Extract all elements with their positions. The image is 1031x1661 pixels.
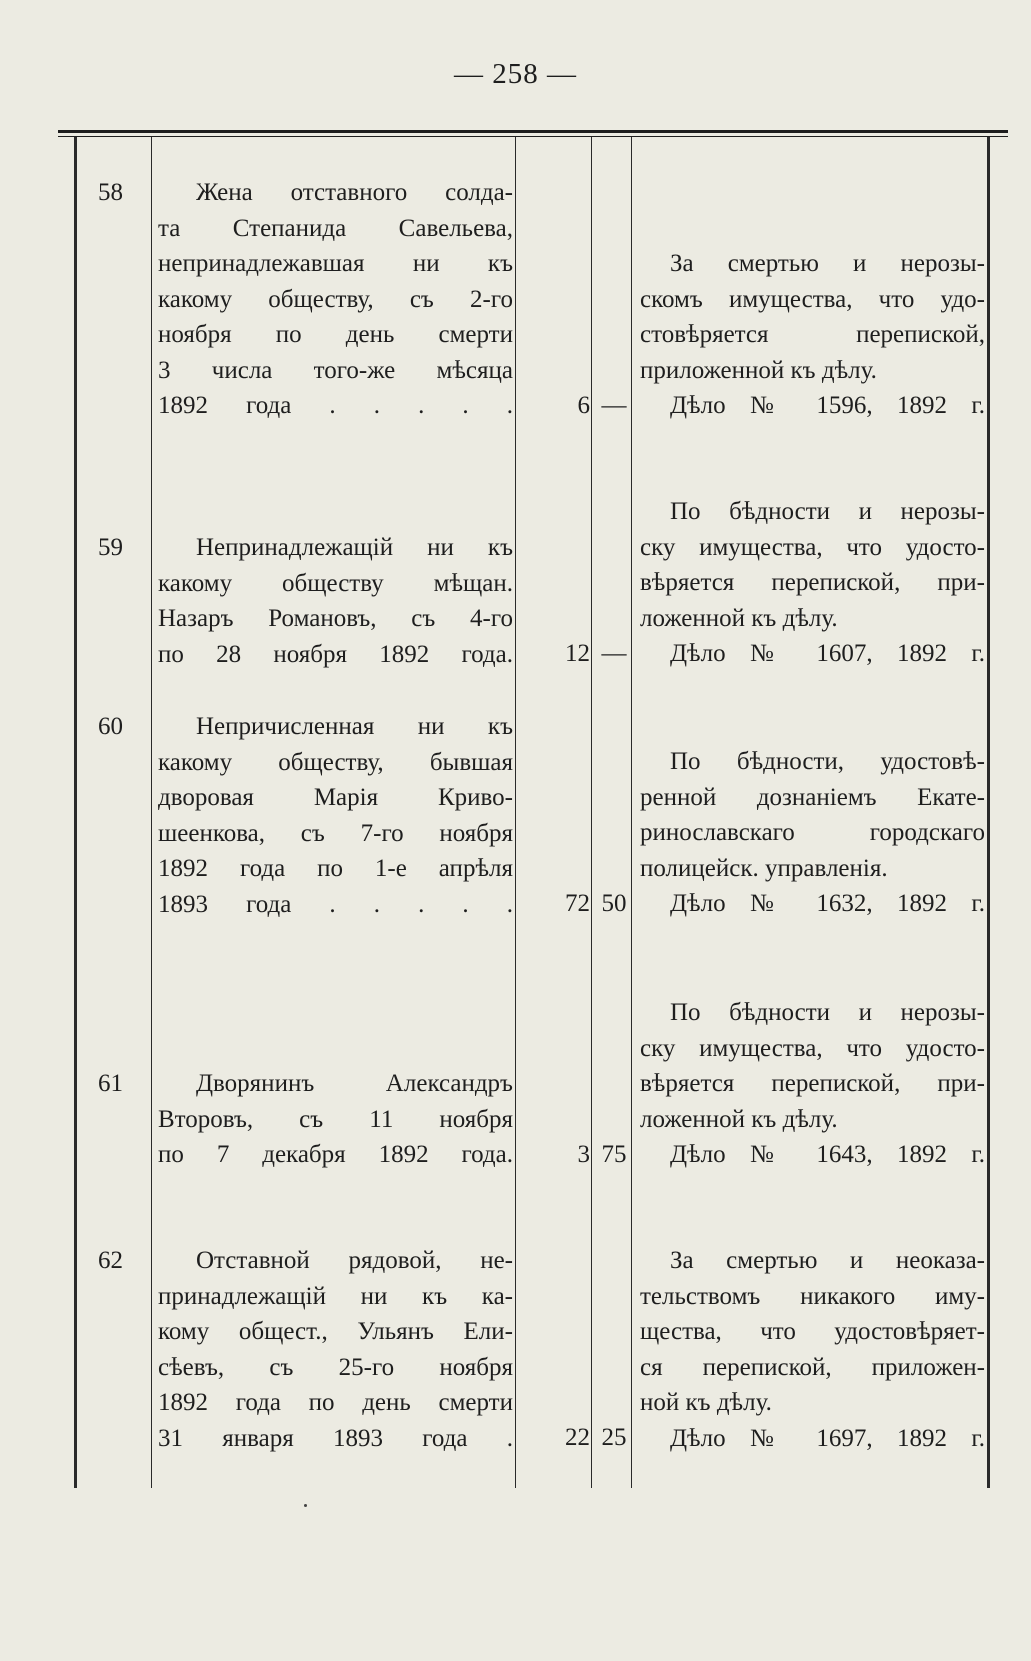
description-line: Непричисленная ни къ (196, 713, 513, 740)
description-line: ноября по день смерти (158, 321, 513, 348)
column-rule (591, 137, 592, 1488)
table-top-rule (58, 130, 1008, 133)
amount-kopecks: — (601, 392, 627, 419)
reason-line: По бѣдности, удостовѣ- (670, 748, 985, 775)
amount-kopecks: 50 (601, 890, 627, 917)
row-number: 61 (98, 1070, 123, 1097)
description-line: принадлежащій ни къ ка- (158, 1282, 513, 1310)
row-number: 59 (98, 534, 123, 561)
description-line: по 7 декабря 1892 года. (158, 1141, 513, 1168)
reason-line: ной къ дѣлу. (640, 1389, 772, 1416)
print-speck (304, 1504, 307, 1507)
reason-line: стовѣряется перепиской, (640, 321, 985, 348)
description-line: Второвъ, съ 11 ноября (158, 1105, 513, 1133)
description-line: непринадлежавшая ни къ (158, 250, 513, 277)
amount-rubles: 6 (577, 392, 590, 419)
row-reason (640, 494, 985, 672)
right-border (987, 137, 990, 1488)
table-top-rule-thin (58, 136, 1008, 137)
amount-kopecks: 75 (601, 1141, 627, 1168)
case-reference: Дѣло № 1596, 1892 г. (670, 392, 985, 419)
reason-line: ложенной къ дѣлу. (640, 604, 838, 632)
row-number: 60 (98, 713, 123, 740)
description-line: кому общест., Ульянъ Ели- (158, 1318, 513, 1345)
description-line: сѣевъ, съ 25-го ноября (158, 1353, 513, 1381)
row-number: 62 (98, 1247, 123, 1274)
reason-line: вѣряется перепиской, при- (640, 569, 985, 596)
amount-rubles: 3 (577, 1141, 590, 1168)
description-line: Отставной рядовой, не- (196, 1247, 513, 1274)
amount-rubles: 12 (565, 640, 590, 667)
reason-line: щества, что удостовѣряет- (640, 1318, 985, 1345)
reason-line: ринославскаго городскаго (640, 819, 985, 846)
row-number: 58 (98, 179, 123, 206)
case-reference: Дѣло № 1632, 1892 г. (670, 890, 985, 917)
description-line: 1893 года . . . . . (158, 890, 513, 918)
reason-line: ся перепиской, приложен- (640, 1353, 985, 1381)
description-line: 1892 года по день смерти (158, 1389, 513, 1416)
reason-line: ску имущества, что удосто- (640, 533, 985, 561)
case-reference: Дѣло № 1643, 1892 г. (670, 1141, 985, 1168)
row-description (158, 1066, 513, 1173)
reason-line: За смертью и неоказа- (670, 1247, 985, 1274)
row-reason (640, 995, 985, 1173)
amount-kopecks: — (601, 640, 627, 667)
reason-line: По бѣдности и нерозы- (670, 498, 985, 525)
amount-rubles: 22 (565, 1424, 590, 1451)
row-description (158, 709, 513, 922)
reason-line: ложенной къ дѣлу. (640, 1105, 838, 1133)
description-line: по 28 ноября 1892 года. (158, 640, 513, 668)
description-line: какому обществу, съ 2-го (158, 285, 513, 313)
column-rule (515, 137, 516, 1488)
description-line: какому обществу, бывшая (158, 748, 513, 776)
description-line: Жена отставного солда- (196, 179, 513, 206)
description-line: дворовая Марія Криво- (158, 784, 513, 811)
reason-line: тельствомъ никакого иму- (640, 1282, 985, 1310)
row-description (158, 175, 513, 424)
reason-line: приложенной къ дѣлу. (640, 356, 877, 384)
description-line: та Степанида Савельева, (158, 214, 513, 242)
reason-line: ску имущества, что удосто- (640, 1034, 985, 1062)
description-line: шеенкова, съ 7-го ноября (158, 819, 513, 847)
column-rule (631, 137, 632, 1488)
reason-line: За смертью и нерозы- (670, 250, 985, 277)
row-reason (640, 744, 985, 922)
row-description (158, 530, 513, 672)
description-line: Дворянинъ Александръ (196, 1070, 513, 1097)
reason-line: скомъ имущества, что удо- (640, 285, 985, 313)
case-reference: Дѣло № 1697, 1892 г. (670, 1424, 985, 1452)
description-line: Назаръ Романовъ, съ 4-го (158, 605, 513, 632)
row-description (158, 1243, 513, 1456)
left-border (74, 137, 77, 1488)
description-line: Непринадлежащій ни къ (196, 534, 513, 561)
reason-line: По бѣдности и нерозы- (670, 999, 985, 1026)
reason-line: вѣряется перепиской, при- (640, 1070, 985, 1097)
row-reason (640, 1243, 985, 1456)
description-line: 1892 года . . . . . (158, 392, 513, 419)
case-reference: Дѣло № 1607, 1892 г. (670, 640, 985, 667)
column-rule (151, 137, 152, 1488)
description-line: 3 числа того-же мѣсяца (158, 356, 513, 384)
amount-kopecks: 25 (601, 1424, 627, 1451)
description-line: какому обществу мѣщан. (158, 569, 513, 597)
amount-rubles: 72 (565, 890, 590, 917)
page-number: — 258 — (454, 58, 577, 90)
description-line: 31 января 1893 года . (158, 1424, 513, 1452)
reason-line: полицейск. управленія. (640, 854, 888, 882)
row-reason (640, 246, 985, 424)
description-line: 1892 года по 1-е апрѣля (158, 855, 513, 882)
reason-line: ренной дознаніемъ Екате- (640, 783, 985, 811)
